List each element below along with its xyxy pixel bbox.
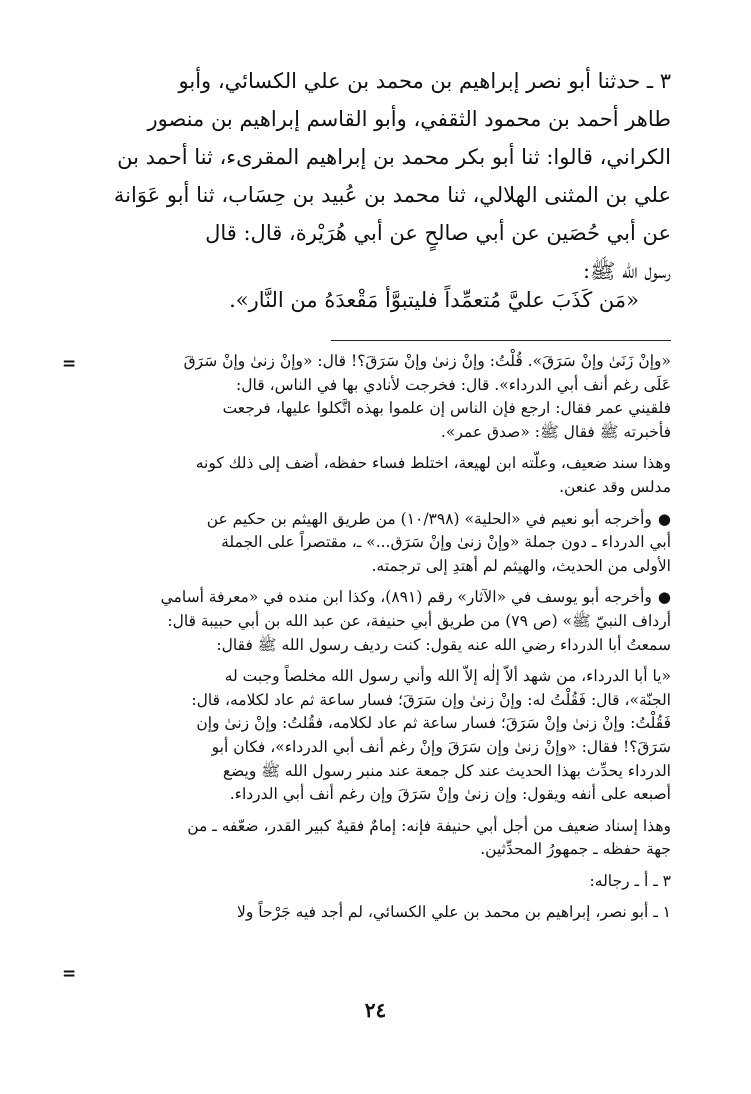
footnote-line [92,586,671,610]
hadith-quote: «مَن كَذَبَ عليَّ مُتعمِّداً فليتبوَّأ مَقْعدَهُ من النَّار». [229,288,639,312]
footnote-line: أصبعه على أنفه ويقول: وإن زنىٰ وإنْ سَرَقَ وإن رغم أنف أبي الدرداء. [229,785,671,804]
footnote-block [92,870,671,894]
bullet-icon: ● [657,509,671,528]
footnote-line: عَلَى رغم أنف أبي الدرداء». قال: فخرجت لأنادي بها في الناس، قال: [236,375,671,394]
footnote-line: الدرداء يحدِّث بهذا الحديث عند كل جمعة عند منبر رسول الله ﷺ ويضع [222,761,671,780]
footnote-line: أبي الدرداء ـ دون جملة «وإنْ زنىٰ وإنْ سَرَق...» ـ، مقتصراً على الجملة [221,533,671,552]
continuation-mark-bottom: = [62,964,77,984]
footnote-line: وهذا إسناد ضعيف من أجل أبي حنيفة فإنه: إمامٌ فقيهٌ كبير القدر، ضعّفه ـ من [187,816,671,835]
footnote-line: مدلس وقد عنعن. [559,477,671,496]
footnote-separator [331,340,671,341]
paragraph-line: عن أبي حُصَين عن أبي صالحٍ عن أبي هُرَيْرة، قال: قال [205,221,671,245]
bullet-icon: ● [657,588,671,607]
footnote-line: فلقيني عمر فقال: ارجع فإن الناس إن علموا بهذه اتَّكلوا عليها، فرجعت [222,399,671,418]
footnote-line: الأولى من الحديث، والهيثم لم أهتدِ إلى ترجمته. [371,556,671,575]
footnote-block [92,815,671,862]
paragraph-line: علي بن المثنى الهلالي، ثنا محمد بن عُبيد بن حِسَاب، ثنا أبو عَوَانة [113,183,671,207]
footnote-text: وأخرجه أبو يوسف في «الآثار» رقم (٨٩١)، وكذا ابن منده في «معرفة أسامي [160,588,652,607]
footnote-text: وأخرجه أبو نعيم في «الحلية» (١٠/٣٩٨) من طريق الهيثم بن حكيم عن [206,509,652,528]
footnotes [92,350,671,933]
footnote-block [92,586,671,657]
footnote-block [92,508,671,579]
footnote-line: أرداف النبيّ ﷺ» (ص ٧٩) من طريق أبي حنيفة، عن عبد الله بن أبي حبيبة قال: [167,611,671,630]
paragraph-line: ٣ ـ حدثنا أبو نصر إبراهيم بن محمد بن علي الكسائي، وأبو [178,69,671,93]
footnote-block [92,665,671,807]
footnote-line: «يا أبا الدرداء، من شهد ألاّ إلٰه إلاّ الله وأني رسول الله مخلصاً وجبت له [224,667,671,686]
paragraph-line: طاهر أحمد بن محمود الثقفي، وأبو القاسم إبراهيم بن منصور [147,107,671,131]
footnote-line: ١ ـ أبو نصر، إبراهيم بن محمد بن علي الكسائي، لم أجد فيه جَرْحاً ولا [237,903,671,922]
page-number: ٢٤ [364,998,387,1022]
footnote-line: فأخبرته ﷺ فقال ﷺ: «صدق عمر». [440,422,671,441]
footnote-line: «وإنْ زَنَىٰ وإنْ سَرَقَ». قُلْتُ: وإنْ زنىٰ وإنْ سَرَقَ؟! قال: «وإنْ زنىٰ وإنْ سَرَقَ [183,352,671,370]
main-paragraph [58,62,671,290]
paragraph-line: الكراني، قالوا: ثنا أبو بكر محمد بن إبراهيم المقرىء، ثنا أحمد بن [117,145,671,169]
footnote-line: وهذا سند ضعيف، وعلّته ابن لهيعة، اختلط فساء حفظه، أضف إلى ذلك كونه [195,454,671,473]
continuation-mark-top: = [62,354,77,374]
footnote-line: سَرَقَ؟! فقال: «وإنْ زنىٰ وإن سَرَقَ وإنْ رغم أنف أبي الدرداء»، فكان أبو [211,737,671,756]
footnote-block [92,452,671,499]
footnote-block [92,350,671,444]
footnote-block [92,901,671,925]
footnote-line: فَقُلْتُ: وإنْ زنىٰ وإنْ سَرَقَ؛ فسار ساعة ثم عاد لكلامه، فقُلتُ: وإنْ زنىٰ وإن [196,714,671,733]
footnote-line: جهة حفظه ـ جمهورُ المحدِّثين. [480,840,671,859]
footnote-line: ٣ ـ أ ـ رجاله: [589,871,671,890]
footnote-line: الجنّة»، قال: فَقُلْتُ له: وإنْ زنىٰ وإن سَرَقَ؛ فسار ساعة ثم عاد لكلامه، قال: [191,690,671,709]
footnote-line: سمعتُ أبا الدرداء رضي الله عنه يقول: كنت رديف رسول الله ﷺ فقال: [216,635,671,654]
footnote-line [92,508,671,532]
paragraph-line: رسول الله ﷺ: [582,259,671,283]
